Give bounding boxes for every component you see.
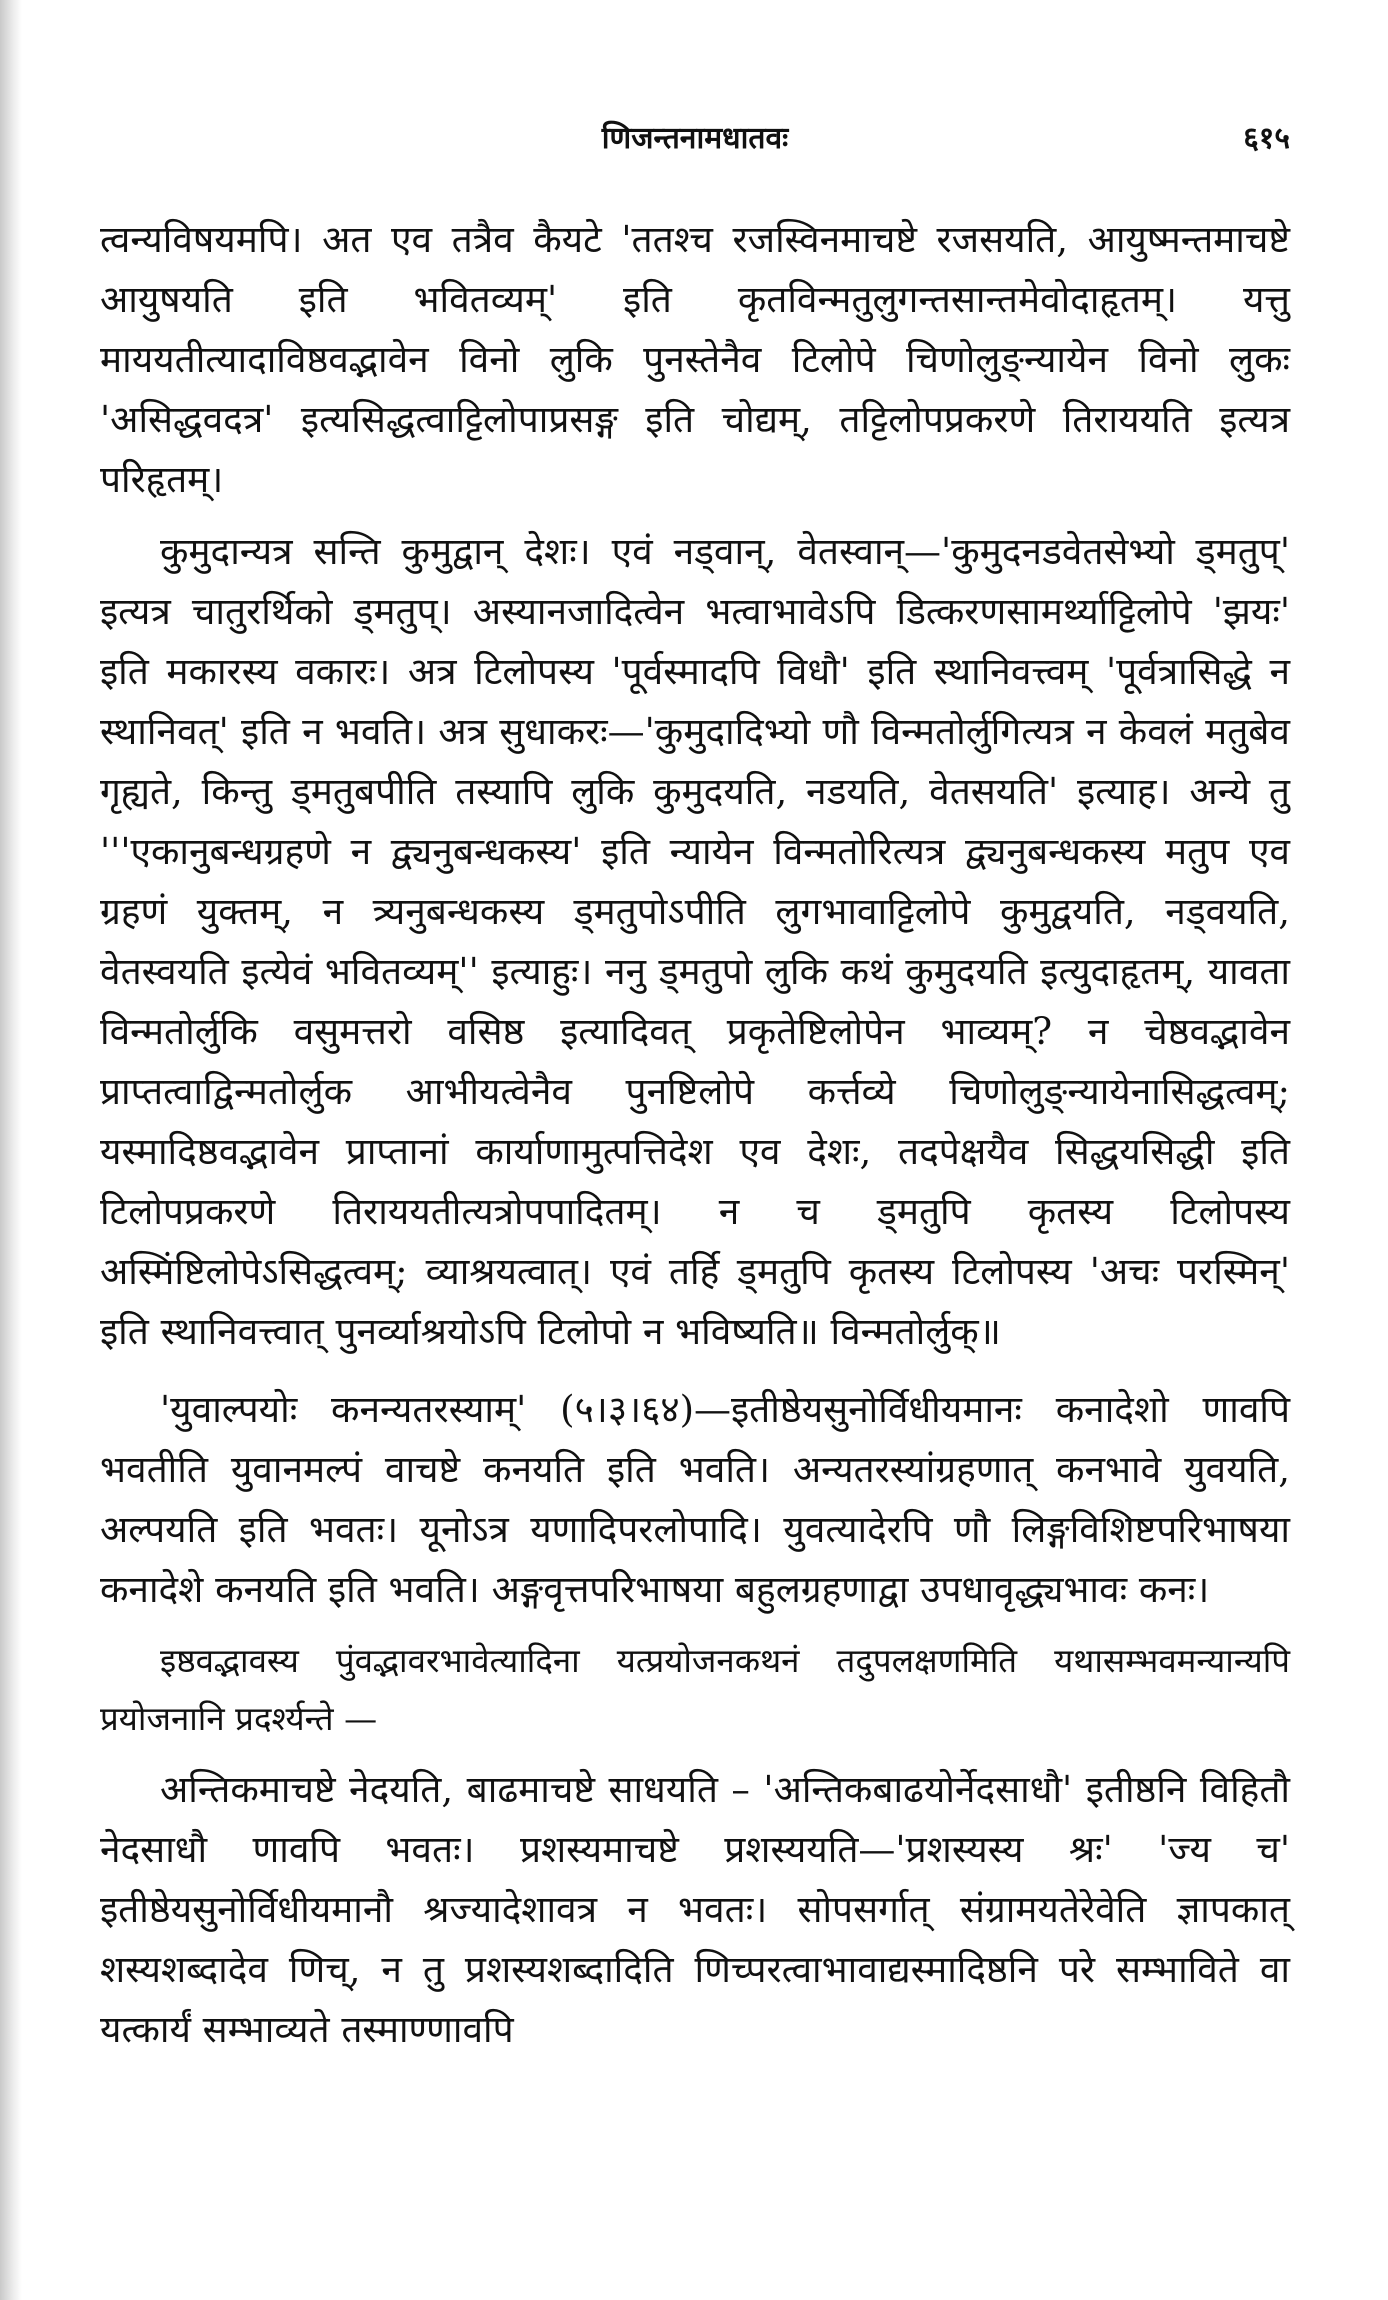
paragraph-1: त्वन्यविषयमपि। अत एव तत्रैव कैयटे 'ततश्च रजस्विनमाचष्टे रजसयति, आयुष्मन्तमाचष्टे आयुषयति इति भवितव्यम्' इति कृतविन्मतुलुगन्तसान्तमेवोदाहृतम्। यत्तु माययतीत्यादाविष्ठवद्भावेन विनो लुकि पुनस्तेनैव टिलोपे चिणोलुङ्न्यायेन विनो लुकः 'असिद्धवदत्र' इत्यसिद्धत्वाट्टिलोपाप्रसङ्ग इति चोद्यम्, तट्टिलोपप्रकरणे तिराययति इत्यत्र परिहृतम्। xyxy=(100,218,1290,501)
paragraph-3: 'युवाल्पयोः कनन्यतरस्याम्' (५।३।६४)—इतीष्ठेयसुनोर्विधीयमानः कनादेशो णावपि भवतीति युवानमल्पं वाचष्टे कनयति इति भवति। अन्यतरस्यांग्रहणात् कनभावे युवयति, अल्पयति इति भवतः। यूनोऽत्र यणादिपरलोपादि। युवत्यादेरपि णौ लिङ्गविशिष्टपरिभाषया कनादेशे कनयति इति भवति। अङ्गवृत्तपरिभाषया बहुलग्रहणाद्वा उपधावृद्ध्यभावः कनः। xyxy=(100,1388,1290,1611)
running-title: णिजन्तनामधातवः xyxy=(601,121,789,156)
paragraph-4: इष्ठवद्भावस्य पुंवद्भावरभावेत्यादिना यत्प्रयोजनकथनं तदुपलक्षणमिति यथासम्भवमन्यान्यपि प्रयोजनानि प्रदर्श्यन्ते — xyxy=(100,1641,1290,1738)
page-number: ६१५ xyxy=(1243,121,1290,156)
paragraph-5: अन्तिकमाचष्टे नेदयति, बाढमाचष्टे साधयति – 'अन्तिकबाढयोर्नेदसाधौ' इतीष्ठनि विहितौ नेदसाधौ णावपि भवतः। प्रशस्यमाचष्टे प्रशस्ययति—'प्रशस्यस्य श्रः' 'ज्य च' इतीष्ठेयसुनोर्विधीयमानौ श्रज्यादेशावत्र न भवतः। सोपसर्गात् संग्रामयतेरेवेति ज्ञापकात् शस्यशब्दादेव णिच्, न तु प्रशस्यशब्दादिति णिच्परत्वाभावाद्यस्मादिष्ठनि परे सम्भाविते वा यत्कार्यं सम्भाव्यते तस्माण्णावपि xyxy=(100,1768,1290,2051)
body-text xyxy=(100,210,1290,2060)
page-header xyxy=(100,110,1290,170)
page-gutter-shadow xyxy=(0,0,22,2300)
paragraph-2: कुमुदान्यत्र सन्ति कुमुद्वान् देशः। एवं नड्वान्, वेतस्वान्—'कुमुदनडवेतसेभ्यो ड्मतुप्' इत्यत्र चातुरर्थिको ड्मतुप्। अस्यानजादित्वेन भत्वाभावेऽपि डित्करणसामर्थ्याट्टिलोपे 'झयः' इति मकारस्य वकारः। अत्र टिलोपस्य 'पूर्वस्मादपि विधौ' इति स्थानिवत्त्वम् 'पूर्वत्रासिद्धे न स्थानिवत्' इति न भवति। अत्र सुधाकरः—'कुमुदादिभ्यो णौ विन्मतोर्लुगित्यत्र न केवलं मतुबेव गृह्यते, किन्तु ड्मतुबपीति तस्यापि लुकि कुमुदयति, नडयति, वेतसयति' इत्याह। अन्ये तु '''एकानुबन्धग्रहणे न द्व्यनुबन्धकस्य' इति न्यायेन विन्मतोरित्यत्र द्व्यनुबन्धकस्य मतुप एव ग्रहणं युक्तम्, न त्र्यनुबन्धकस्य ड्मतुपोऽपीति लुगभावाट्टिलोपे कुमुद्वयति, नड्वयति, वेतस्वयति इत्येवं भवितव्यम्'' इत्याहुः। ननु ड्मतुपो लुकि कथं कुमुदयति इत्युदाहृतम्, यावता विन्मतोर्लुकि वसुमत्तरो वसिष्ठ इत्यादिवत् प्रकृतेष्टिलोपेन भाव्यम्? न चेष्ठवद्भावेन प्राप्तत्वाद्विन्मतोर्लुक आभीयत्वेनैव पुनष्टिलोपे कर्त्तव्ये चिणोलुङ्न्यायेनासिद्धत्वम्; यस्मादिष्ठवद्भावेन प्राप्तानां कार्याणामुत्पत्तिदेश एव देशः, तदपेक्षयैव सिद्धयसिद्धी इति टिलोपप्रकरणे तिराययतीत्यत्रोपपादितम्। न च ड्मतुपि कृतस्य टिलोपस्य अस्मिंष्टिलोपेऽसिद्धत्वम्; व्याश्रयत्वात्। एवं तर्हि ड्मतुपि कृतस्य टिलोपस्य 'अचः परस्मिन्' इति स्थानिवत्त्वात् पुनर्व्याश्रयोऽपि टिलोपो न भविष्यति॥ विन्मतोर्लुक्॥ xyxy=(100,530,1290,1353)
